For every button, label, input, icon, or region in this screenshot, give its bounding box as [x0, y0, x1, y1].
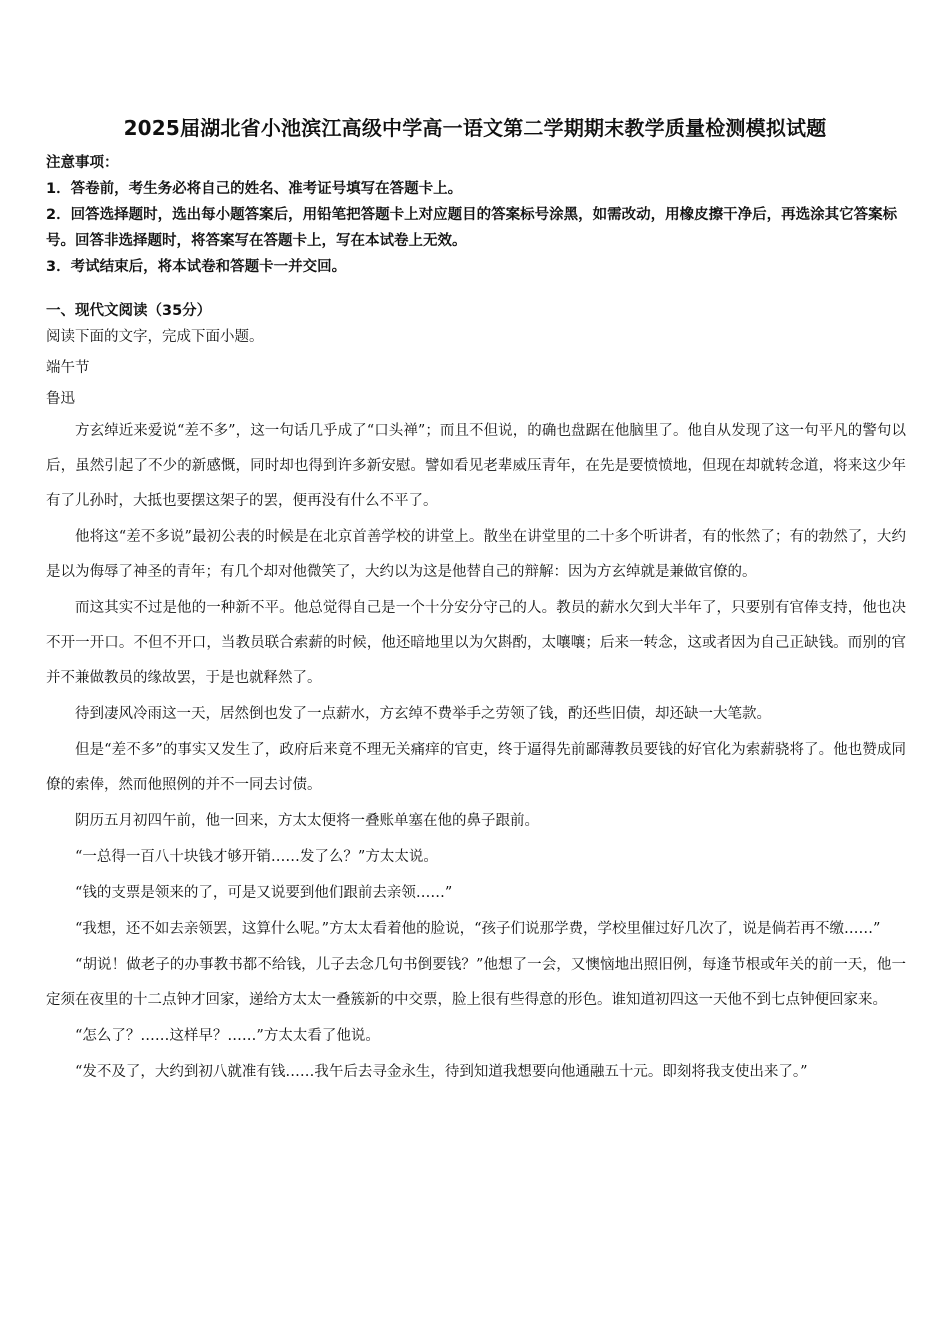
passage-paragraph: 他将这“差不多说”最初公表的时候是在北京首善学校的讲堂上。散坐在讲堂里的二十多个听讲者，有的怅然了；有的勃然了，大约是以为侮辱了神圣的青年；有几个却对他微笑了，大约以为这是他替自己的辩解：因为方玄绰就是兼做官僚的。 — [46, 529, 906, 580]
passage-paragraph: “发不及了，大约到初八就准有钱……我午后去寻金永生，待到知道我想要向他通融五十元。即刻将我支使出来了。” — [75, 1064, 808, 1080]
passage-paragraph: “一总得一百八十块钱才够开销……发了么？”方太太说。 — [75, 849, 438, 865]
passage-paragraph: “胡说！做老子的办事教书都不给钱，儿子去念几句书倒要钱？”他想了一会，又懊恼地出照旧例，每逢节根或年关的前一天，他一定须在夜里的十二点钟才回家，递给方太太一叠簇新的中交票，脸上很有些得意的形色。谁知道初四这一天他不到七点钟便回家来。 — [46, 957, 906, 1008]
passage-paragraph: “我想，还不如去亲领罢，这算什么呢。”方太太看着他的脸说，“孩子们说那学费，学校里催过好几次了，说是倘若再不缴……” — [75, 921, 881, 937]
passage-paragraph: “怎么了？……这样早？……”方太太看了他说。 — [75, 1028, 380, 1044]
story-title: 端午节 — [46, 360, 90, 376]
notice-block — [46, 150, 906, 280]
page-title: 2025届湖北省小池滨江高级中学高一语文第二学期期末教学质量检测模拟试题 — [123, 116, 827, 140]
story-author: 鲁迅 — [46, 391, 75, 407]
passage-paragraph: 待到凄风冷雨这一天，居然倒也发了一点薪水，方玄绰不费举手之劳领了钱，酌还些旧债，却还缺一大笔款。 — [75, 706, 771, 722]
reading-passage — [46, 323, 906, 1090]
passage-paragraph: 方玄绰近来爱说“差不多”，这一句话几乎成了“口头禅”；而且不但说，的确也盘踞在他脑里了。他自从发现了这一句平凡的警句以后，虽然引起了不少的新感慨，同时却也得到许多新安慰。譬如看见老辈威压青年，在先是要愤愤地，但现在却就转念道，将来这少年有了儿孙时，大抵也要摆这架子的罢，便再没有什么不平了。 — [46, 423, 906, 509]
section-heading: 一、现代文阅读（35分） — [46, 303, 212, 319]
notice-item: 3．考试结束后，将本试卷和答题卡一并交回。 — [46, 259, 347, 275]
passage-paragraph: 而这其实不过是他的一种新不平。他总觉得自己是一个十分安分守己的人。教员的薪水欠到大半年了，只要别有官俸支持，他也决不开一开口。不但不开口，当教员联合索薪的时候，他还暗地里以为欠斟酌，太嚷嚷；后来一转念，这或者因为自己正缺钱。而别的官并不兼做教员的缘故罢，于是也就释然了。 — [46, 600, 906, 686]
notice-item: 1．答卷前，考生务必将自己的姓名、准考证号填写在答题卡上。 — [46, 181, 463, 197]
passage-paragraph: 阴历五月初四午前，他一回来，方太太便将一叠账单塞在他的鼻子跟前。 — [75, 813, 539, 829]
instruction-text: 阅读下面的文字，完成下面小题。 — [46, 329, 264, 345]
notice-heading: 注意事项： — [46, 155, 119, 171]
passage-paragraph: “钱的支票是领来的了，可是又说要到他们跟前去亲领……” — [75, 885, 453, 901]
passage-paragraph: 但是“差不多”的事实又发生了，政府后来竟不理无关痛痒的官吏，终于逼得先前鄙薄教员要钱的好官化为索薪骁将了。他也赞成同僚的索俸，然而他照例的并不一同去讨债。 — [46, 742, 906, 793]
notice-item: 2．回答选择题时，选出每小题答案后，用铅笔把答题卡上对应题目的答案标号涂黑，如需改动，用橡皮擦干净后，再选涂其它答案标号。回答非选择题时，将答案写在答题卡上，写在本试卷上无效。 — [46, 207, 898, 249]
